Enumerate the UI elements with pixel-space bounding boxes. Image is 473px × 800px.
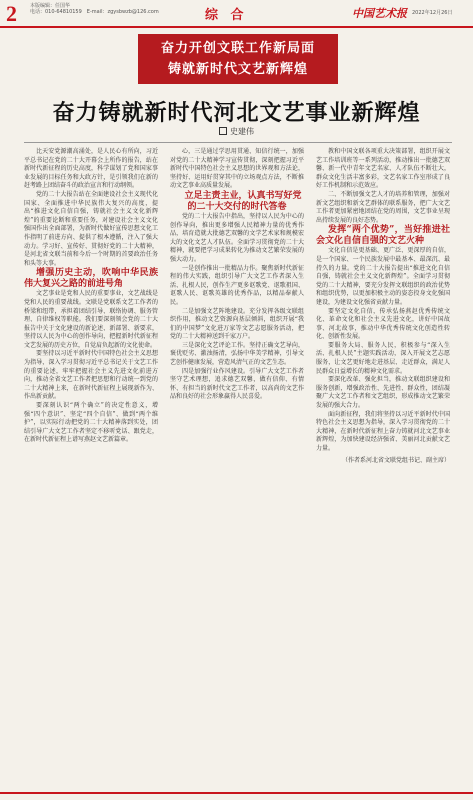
paragraph: 心，三是通过学思用贯通、知信行统一，加强对党的二十大精神学习宣传贯彻，深刻把握习近平新时代中国特色社会主义思想的世界观和方法论，坚持好、运用好贯穿其中的立场观点方法，不断推动文艺事业高质量发展。 bbox=[170, 148, 304, 190]
article-column-2 bbox=[170, 148, 304, 402]
paragraph: 比天安党源潮高涌处，是人民心有所向，习近平总书记在党的二十大开幕会上所作的报告，站在新时代新征程的历史高度，科学谋划了党和国家事业发展的目标任务和大政方针，是引领我们在新的赶考路上团结奋斗的政治宣言和行动纲领。 bbox=[24, 148, 158, 190]
paragraph: 党的二十大报告站在全面建设社会主义现代化国家、全面推进中华民族伟大复兴的高度，提出“推进文化自信自强，铸就社会主义文化新辉煌”的重要论断和重要任务，对建设社会主义文化强国作出全面部署，为新时代做好宣传思想文化工作指明了前进方向、提供了根本遵循，注入了强大动力。学习好、宣传好、贯彻好党的二十大精神，是河北省文联当前和今后一个时期的首要政治任务和头等大事。 bbox=[24, 190, 158, 267]
editor-info bbox=[30, 3, 159, 15]
contact-line: 电话：010-64810159 E-mail：zgysbwzb@126.com bbox=[30, 9, 159, 15]
paragraph: 四是加强行业作风建设。引导广大文艺工作者坚守艺术理想，追求德艺双馨，做有信仰、有情怀、有担当的新时代文艺工作者，以高尚的文艺作品和良好的社会形象赢得人民喜爱。 bbox=[170, 367, 304, 401]
newspaper-logo: 中国艺术报 bbox=[352, 7, 407, 20]
headline-divider bbox=[24, 142, 452, 143]
paragraph: 要服务大局、服务人民，积极参与“深入生活、扎根人民”主题实践活动，深入开展文艺志愿服务，让文艺更好地走进基层、走近群众，满足人民群众日益增长的精神文化需求。 bbox=[316, 341, 450, 375]
paragraph: 文化自信是更基础、更广泛、更深厚的自信，是一个国家、一个民族发展中最基本、最深沉、最持久的力量。党的二十大报告提出“推进文化自信自强，铸就社会主义文化新辉煌”。全面学习贯彻党的二十大精神，要充分发挥文联组织的政治优势和组织优势，以更加积极主动的姿态投身文化强国建设，为建设文化强省贡献力量。 bbox=[316, 247, 450, 306]
page-footer-rule bbox=[0, 792, 473, 794]
editor-line: 本版编辑：任国华 bbox=[30, 3, 71, 9]
subheading: 立足主责主业，认真书写好党的二十大交付的时代答卷 bbox=[184, 190, 302, 212]
paragraph: 教和中国文联各项重大决策部署，组织开展文艺工作培训班等一系列活动，推动推出一批德艺双馨、新一代中青年文艺名家、人才队伍不断壮大，群众文化生活丰富多彩，文艺名家工作室形成了良好工作机制和示范效应。 bbox=[316, 148, 450, 190]
paragraph: 要深刻认识“两个确立”的决定性意义，增强“四个意识”、坚定“四个自信”、做到“两个维护”，以实际行动把党的二十大精神落到实处，团结引导广大文艺工作者坚定不移听党话、跟党走，在新时代新征程上谱写燕赵文艺新篇章。 bbox=[24, 402, 158, 444]
byline-box-icon bbox=[219, 127, 227, 135]
author-note: （作者系河北省文联党组书记、副主席） bbox=[341, 456, 450, 464]
section-title: 综 合 bbox=[205, 8, 248, 23]
author-name: 史建伟 bbox=[230, 127, 254, 136]
paragraph: 文艺事业是党和人民的重要事业，文艺战线是党和人民的重要战线。文联是党联系文艺工作者的桥梁和纽带，承担着团结引导、联络协调、服务管理、自律维权等职能。我们要深刻领会党的二十大报告中关于文化建设的新论述、新部署、新要求，坚持以人民为中心的创作导向，把握新时代新征程文艺发展的历史方位，自觉肩负起新的文化使命。 bbox=[24, 290, 158, 349]
banner-line-1: 奋力开创文联工作新局面 bbox=[160, 41, 315, 56]
subheading: 发挥“两个优势”，当好推进社会文化自信自强的文艺火种 bbox=[316, 225, 450, 247]
paragraph: 三是深化文艺评论工作。坚持正确文艺导向，褒优贬劣、激浊扬清，弘扬中华美学精神，引导文艺创作健康发展，营造风清气正的文艺生态。 bbox=[170, 341, 304, 367]
article-column-3 bbox=[316, 148, 450, 465]
article-headline: 奋力铸就新时代河北文艺事业新辉煌 bbox=[52, 100, 421, 126]
paragraph: 党的二十大报告中指出，坚持以人民为中心的创作导向，推出更多增强人民精神力量的优秀作品，培育造就大批德艺双馨的文学艺术家和规模宏大的文化文艺人才队伍。全面学习贯彻党的二十大精神，就要把学习成果转化为推动文艺繁荣发展的强大动力。 bbox=[170, 212, 304, 263]
paragraph: 要坚定文化自信，传承弘扬燕赵优秀传统文化、革命文化和社会主义先进文化，讲好中国故事、河北故事，推动中华优秀传统文化创造性转化、创新性发展。 bbox=[316, 307, 450, 341]
subheading: 增强历史主动，吹响中华民族伟大复兴之路的前进号角 bbox=[24, 268, 158, 290]
paragraph: 一是创作推出一批精品力作。聚焦新时代新征程的伟大实践，组织引导广大文艺工作者深入生活、扎根人民，创作生产更多讴歌党、讴歌祖国、讴歌人民、讴歌英雄的优秀作品，以精品奉献人民。 bbox=[170, 264, 304, 306]
paragraph: 二是加强文艺阵地建设。充分发挥各级文联组织作用，推动文艺资源向基层倾斜，组织开展“我们的中国梦”文化进万家等文艺志愿服务活动，把党的二十大精神送到千家万户。 bbox=[170, 307, 304, 341]
page-header bbox=[0, 0, 473, 28]
article-column-1 bbox=[24, 148, 158, 445]
page-number: 2 bbox=[6, 1, 17, 26]
paragraph: 面向新征程，我们将坚持以习近平新时代中国特色社会主义思想为指导，深入学习贯彻党的二十大精神，在新时代新征程上奋力铸就河北文艺事业新辉煌，为加快建设经济强省、美丽河北贡献文艺力量。 bbox=[316, 410, 450, 452]
column-banner bbox=[138, 34, 338, 84]
paragraph: 二、不断加强文艺人才的培养和管理，加强对新文艺组织和新文艺群体的联系服务，把广大文艺工作者更加紧密地团结在党的周围，文艺事业呈现出持续发展的良好态势。 bbox=[316, 190, 450, 224]
article-byline bbox=[0, 126, 473, 137]
issue-date: 2022年12月26日 bbox=[412, 10, 453, 16]
paragraph: 要坚持以习近平新时代中国特色社会主义思想为指导，深入学习贯彻习近平总书记关于文艺工作的重要论述，牢牢把握社会主义先进文化前进方向，推动全省文艺工作者把思想和行动统一到党的二十大精神上来，在新时代新征程上展现新作为、作出新贡献。 bbox=[24, 350, 158, 401]
banner-line-2: 铸就新时代文艺新辉煌 bbox=[167, 62, 308, 77]
paragraph: 要深化改革、强化担当，推动文联组织建设和服务创新，增强政治性、先进性、群众性，团结凝聚广大文艺工作者和文艺组织，形成推动文艺繁荣发展的强大合力。 bbox=[316, 376, 450, 410]
